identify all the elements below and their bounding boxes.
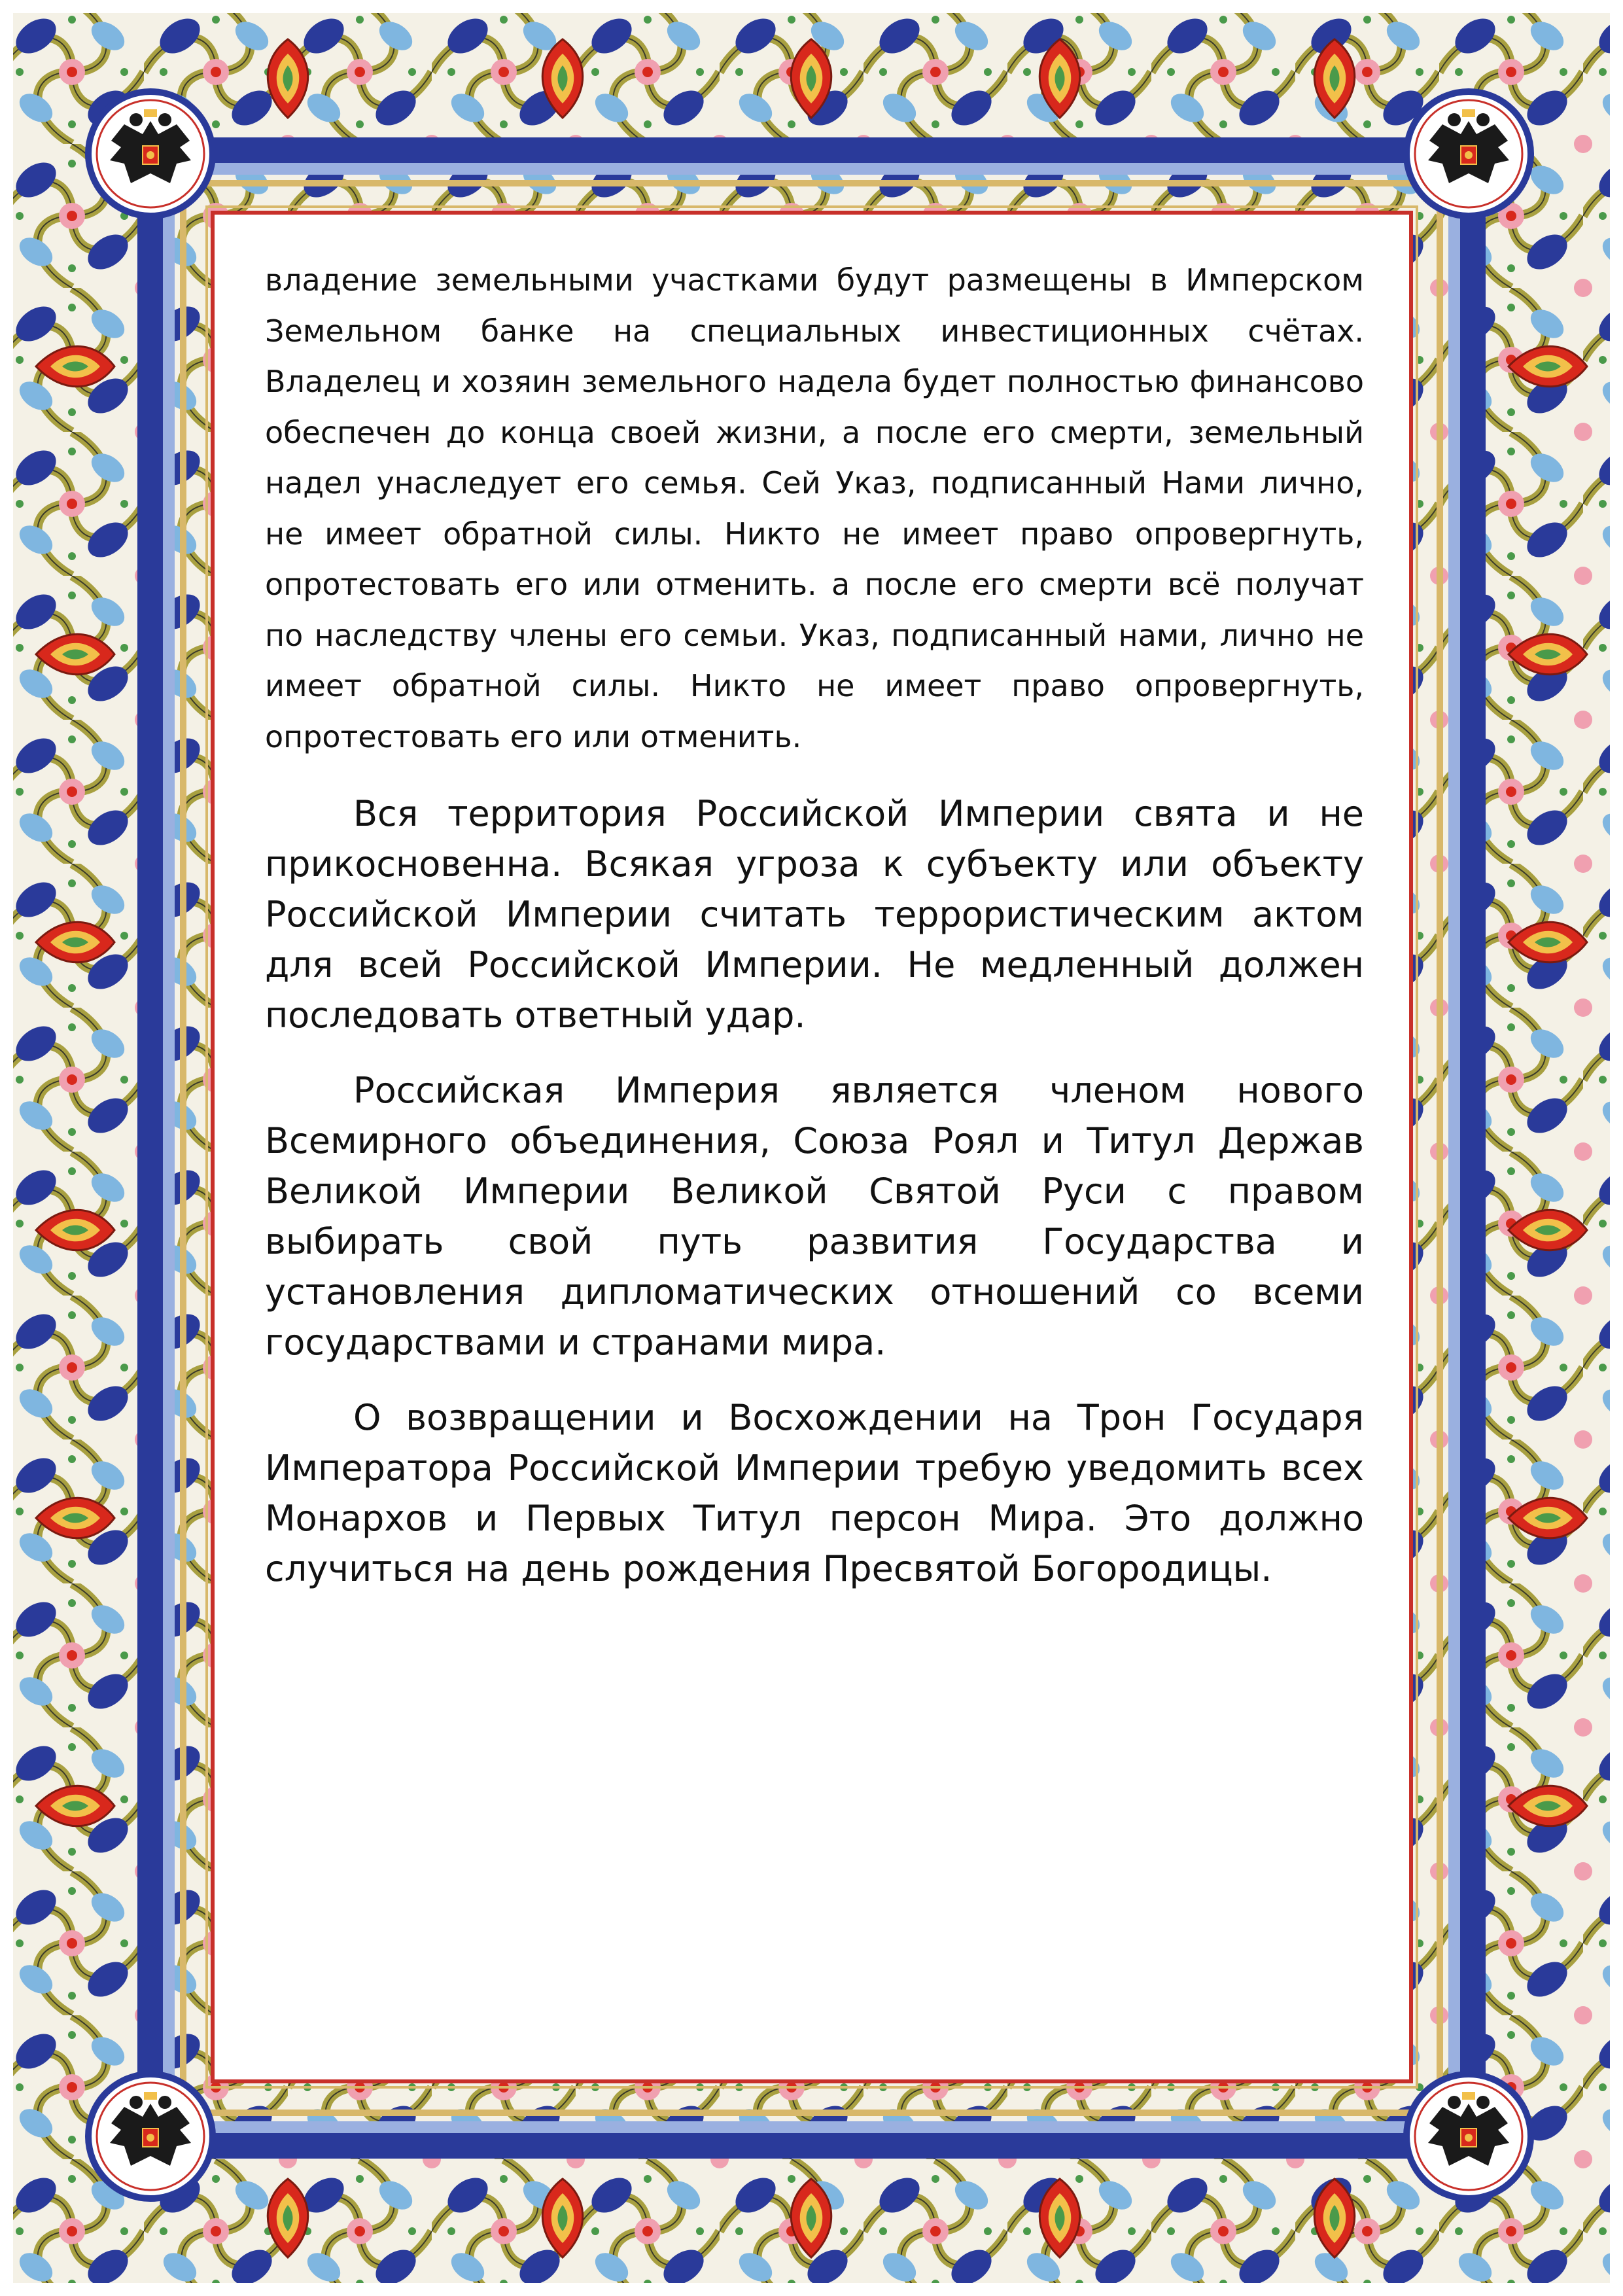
paragraph-2: Вся территория Российской Империи свята и не прикосновенна. Всякая угроза к субъекту или объекту Российской Империи считать террористическим актом для всей Российской Империи. Не медленный должен последовать ответный удар.	[265, 793, 1364, 1036]
double-headed-eagle-icon	[1406, 92, 1531, 216]
document-body	[265, 255, 1364, 1594]
paragraph-4: О возвращении и Восхождении на Трон Государя Императора Российской Империи требую уведомить всех Монархов и Первых Титул персон Мира. Это должно случиться на день рождения Пресвятой Богородицы.	[265, 1397, 1364, 1589]
paragraph-1: владение земельными участками будут размещены в Имперском Земельном банке на специальных инвестиционных счётах. Владелец и хозяин земельного надела будет полностью финансово обеспечен до конца своей жизни, а после его смерти, земельный надел унаследует его семья. Сей Указ, подписанный Нами лично, не имеет обратной силы. Никто не имеет право опровергнуть, опротестовать его или отменить. а после его смерти всё получат по наследству члены его семьи. Указ, подписанный нами, лично не имеет обратной силы. Никто не имеет право опровергнуть, опротестовать его или отменить.	[265, 262, 1364, 754]
paragraph-3: Российская Империя является членом нового Всемирного объединения, Союза Роял и Титул Держав Великой Империи Великой Святой Руси с правом выбирать свой путь развития Государства и установления дипломатических отношений со всеми государствами и странами мира.	[265, 1070, 1364, 1363]
double-headed-eagle-icon	[1406, 2074, 1531, 2199]
double-headed-eagle-icon	[88, 2074, 213, 2199]
double-headed-eagle-icon	[88, 92, 213, 216]
